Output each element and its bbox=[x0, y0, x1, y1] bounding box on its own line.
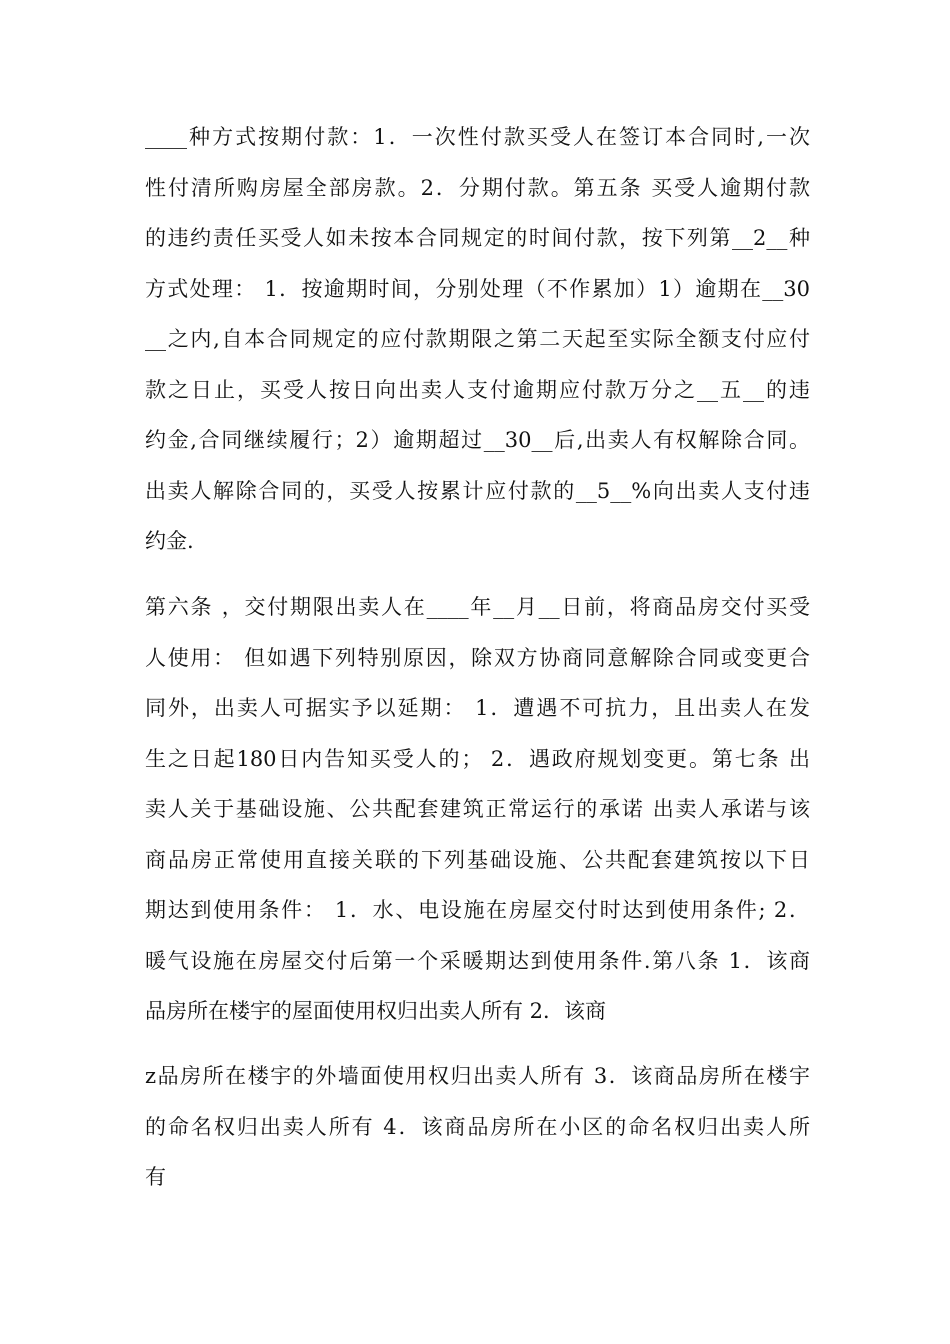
contract-paragraph-payment bbox=[145, 112, 810, 567]
contract-paragraph-delivery bbox=[145, 582, 810, 1037]
text-line: 品房所在楼宇的屋面使用权归出卖人所有 2．该商 bbox=[145, 999, 607, 1023]
text-line: 同外，出卖人可据实予以延期： 1．遭遇不可抗力，且出卖人在发 bbox=[145, 696, 810, 720]
text-line: 人使用： 但如遇下列特别原因，除双方协商同意解除合同或变更合 bbox=[145, 645, 810, 670]
text-line: 卖人关于基础设施、公共配套建筑正常运行的承诺 出卖人承诺与该 bbox=[145, 797, 810, 821]
text-line: 性付清所购房屋全部房款。2．分期付款。第五条 买受人逾期付款 bbox=[145, 175, 810, 200]
text-line: ____种方式按期付款：1．一次性付款买受人在签订本合同时,一次 bbox=[145, 125, 810, 149]
text-line: 的违约责任买受人如未按本合同规定的时间付款，按下列第__2__种 bbox=[145, 226, 810, 250]
text-line: 期达到使用条件： 1．水、电设施在房屋交付时达到使用条件; 2． bbox=[145, 898, 810, 922]
text-line: 约金,合同继续履行；2）逾期超过__30__后,出卖人有权解除合同。 bbox=[145, 428, 810, 452]
contract-paragraph-naming-rights bbox=[145, 1051, 810, 1203]
text-line: 生之日起180日内告知买受人的； 2．遇政府规划变更。第七条 出 bbox=[145, 746, 810, 771]
text-line: 款之日止，买受人按日向出卖人支付逾期应付款万分之__五__的违 bbox=[145, 377, 810, 402]
text-line: 约金. bbox=[145, 529, 194, 553]
text-line: __之内,自本合同规定的应付款期限之第二天起至实际全额支付应付 bbox=[145, 327, 810, 351]
text-line: 商品房正常使用直接关联的下列基础设施、公共配套建筑按以下日 bbox=[145, 847, 810, 872]
text-line: 出卖人解除合同的，买受人按累计应付款的__5__%向出卖人支付违 bbox=[145, 478, 810, 503]
text-line: 暖气设施在房屋交付后第一个采暖期达到使用条件.第八条 1．该商 bbox=[145, 948, 810, 973]
text-line: 方式处理： 1．按逾期时间，分别处理（不作累加）1）逾期在__30 bbox=[145, 276, 810, 301]
text-line: 第六条 ，交付期限出卖人在____年__月__日前，将商品房交付买受 bbox=[145, 595, 810, 619]
text-line: 的命名权归出卖人所有 4．该商品房所在小区的命名权归出卖人所 bbox=[145, 1114, 810, 1139]
text-line: z品房所在楼宇的外墙面使用权归出卖人所有 3．该商品房所在楼宇 bbox=[145, 1064, 810, 1088]
text-line: 有 bbox=[145, 1165, 166, 1189]
